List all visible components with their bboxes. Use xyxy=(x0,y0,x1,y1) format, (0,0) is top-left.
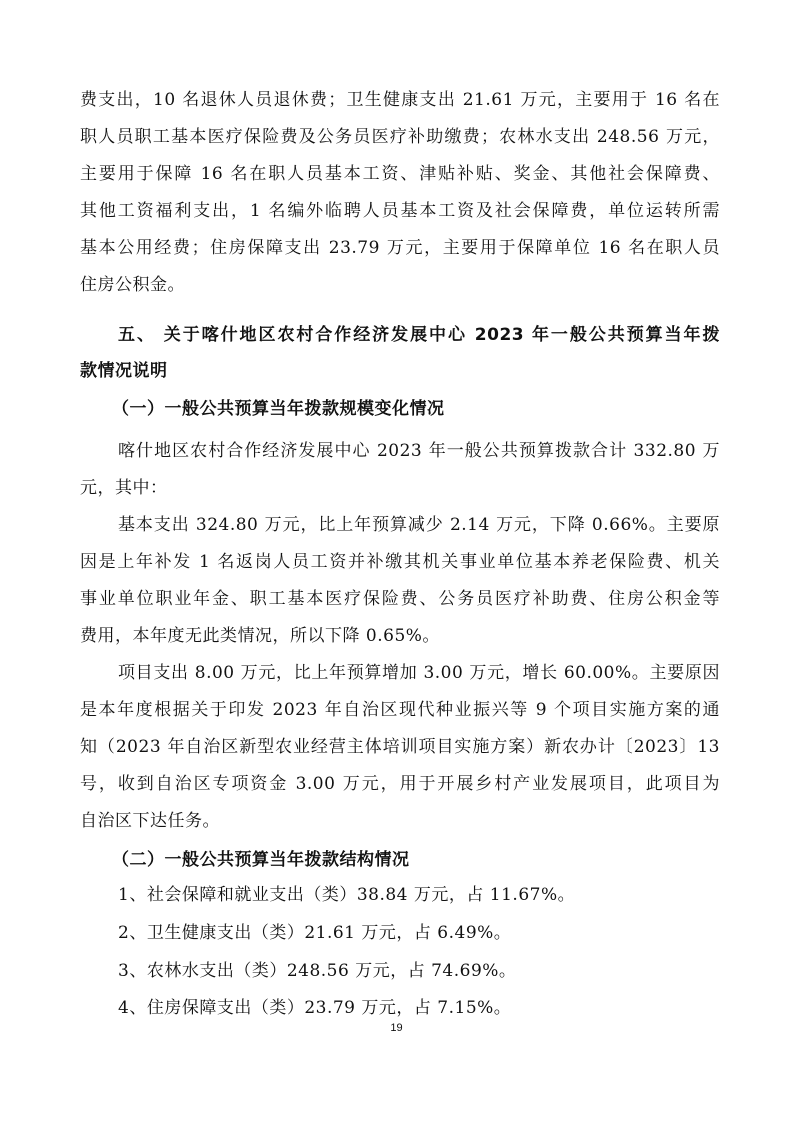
list-item: 2、卫生健康支出（类）21.61 万元，占 6.49%。 xyxy=(118,923,512,943)
subsection-heading: （二）一般公共预算当年拨款结构情况 xyxy=(112,850,410,870)
project-line: 项目支出 8.00 万元，比上年预算增加 3.00 万元，增长 60.00%。主要原因 xyxy=(118,663,720,683)
intro-line: 主要用于保障 16 名在职人员基本工资、津贴补贴、奖金、其他社会保障费、 xyxy=(80,164,720,184)
project-line: 知（2023 年自治区新型农业经营主体培训项目实施方案）新农办计〔2023〕13 xyxy=(80,737,720,757)
list-item: 1、社会保障和就业支出（类）38.84 万元，占 11.67%。 xyxy=(118,885,576,905)
intro-line: 费支出，10 名退休人员退休费；卫生健康支出 21.61 万元，主要用于 16 名在 xyxy=(80,90,720,110)
project-line: 号，收到自治区专项资金 3.00 万元，用于开展乡村产业发展项目，此项目为 xyxy=(80,774,720,794)
intro-line: 基本公用经费；住房保障支出 23.79 万元，主要用于保障单位 16 名在职人员 xyxy=(80,238,720,258)
subsection-heading: （一）一般公共预算当年拨款规模变化情况 xyxy=(112,399,445,419)
intro-line: 住房公积金。 xyxy=(80,275,185,295)
section-heading: 五、 关于喀什地区农村合作经济发展中心 2023 年一般公共预算当年拨 xyxy=(118,325,720,345)
intro-line: 其他工资福利支出，1 名编外临聘人员基本工资及社会保障费，单位运转所需 xyxy=(80,201,720,221)
total-line: 元，其中： xyxy=(80,478,168,498)
project-line: 自治区下达任务。 xyxy=(80,811,220,831)
page-number: 19 xyxy=(390,1022,403,1034)
intro-line: 职人员职工基本医疗保险费及公务员医疗补助缴费；农林水支出 248.56 万元， xyxy=(80,127,720,147)
basic-line: 基本支出 324.80 万元，比上年预算减少 2.14 万元，下降 0.66%。主要原 xyxy=(118,515,720,535)
section-heading: 款情况说明 xyxy=(80,361,168,381)
basic-line: 因是上年补发 1 名返岗人员工资并补缴其机关事业单位基本养老保险费、机关 xyxy=(80,552,720,572)
list-item: 4、住房保障支出（类）23.79 万元，占 7.15%。 xyxy=(118,998,512,1018)
basic-line: 事业单位职业年金、职工基本医疗保险费、公务员医疗补助费、住房公积金等 xyxy=(80,589,720,609)
basic-line: 费用，本年度无此类情况，所以下降 0.65%。 xyxy=(80,626,440,646)
list-item: 3、农林水支出（类）248.56 万元，占 74.69%。 xyxy=(118,961,517,981)
total-line: 喀什地区农村合作经济发展中心 2023 年一般公共预算拨款合计 332.80 万 xyxy=(118,441,720,461)
project-line: 是本年度根据关于印发 2023 年自治区现代种业振兴等 9 个项目实施方案的通 xyxy=(80,700,720,720)
